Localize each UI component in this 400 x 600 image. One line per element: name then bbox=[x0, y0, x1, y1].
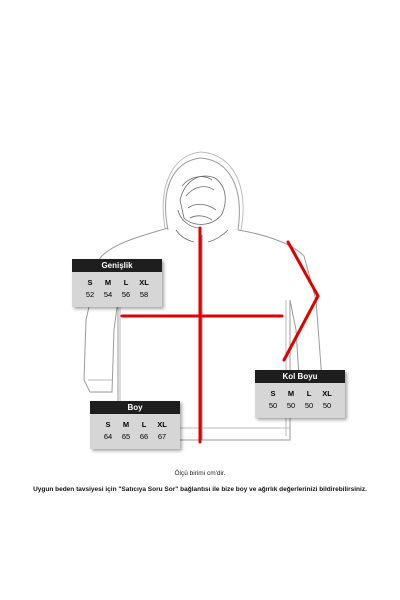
boy-title: Boy bbox=[90, 401, 180, 414]
genislik-title: Genişlik bbox=[72, 259, 162, 272]
size-value: 50 bbox=[286, 400, 296, 410]
size-label: S bbox=[87, 277, 93, 287]
kol-boyu-table bbox=[255, 370, 345, 418]
size-value: 54 bbox=[103, 289, 113, 299]
size-label: M bbox=[122, 419, 130, 429]
size-value: 64 bbox=[103, 431, 113, 441]
size-value: 52 bbox=[85, 289, 95, 299]
size-label: XL bbox=[157, 419, 167, 429]
size-label: XL bbox=[322, 388, 332, 398]
size-label: L bbox=[306, 388, 312, 398]
size-value: 56 bbox=[121, 289, 131, 299]
size-value: 66 bbox=[139, 431, 149, 441]
kol-boyu-title: Kol Boyu bbox=[255, 370, 345, 383]
hood-shading bbox=[176, 176, 228, 242]
size-label: S bbox=[270, 388, 276, 398]
size-value: 67 bbox=[157, 431, 167, 441]
genislik-size-table bbox=[81, 276, 153, 300]
genislik-table bbox=[72, 259, 162, 307]
size-advice-text: Uygun beden tavsiyesi için "Satıcıya Soru Sor" bağlantısı ile bize boy ve ağırlık değerlerinizi bildirebilirsiniz. bbox=[33, 486, 367, 493]
size-value: 50 bbox=[268, 400, 278, 410]
size-label: M bbox=[104, 277, 112, 287]
size-label: XL bbox=[139, 277, 149, 287]
boy-table bbox=[90, 401, 180, 449]
size-value: 65 bbox=[121, 431, 131, 441]
unit-note: Ölçü birimi cm'dir. bbox=[174, 470, 226, 477]
size-value: 50 bbox=[322, 400, 332, 410]
boy-size-table bbox=[99, 418, 171, 442]
size-value: 50 bbox=[304, 400, 314, 410]
size-label: S bbox=[105, 419, 111, 429]
size-label: L bbox=[141, 419, 147, 429]
size-label: M bbox=[287, 388, 295, 398]
size-label: L bbox=[123, 277, 129, 287]
kol-boyu-measure-line bbox=[284, 242, 318, 360]
size-value: 58 bbox=[139, 289, 149, 299]
kol-boyu-size-table bbox=[264, 387, 336, 411]
